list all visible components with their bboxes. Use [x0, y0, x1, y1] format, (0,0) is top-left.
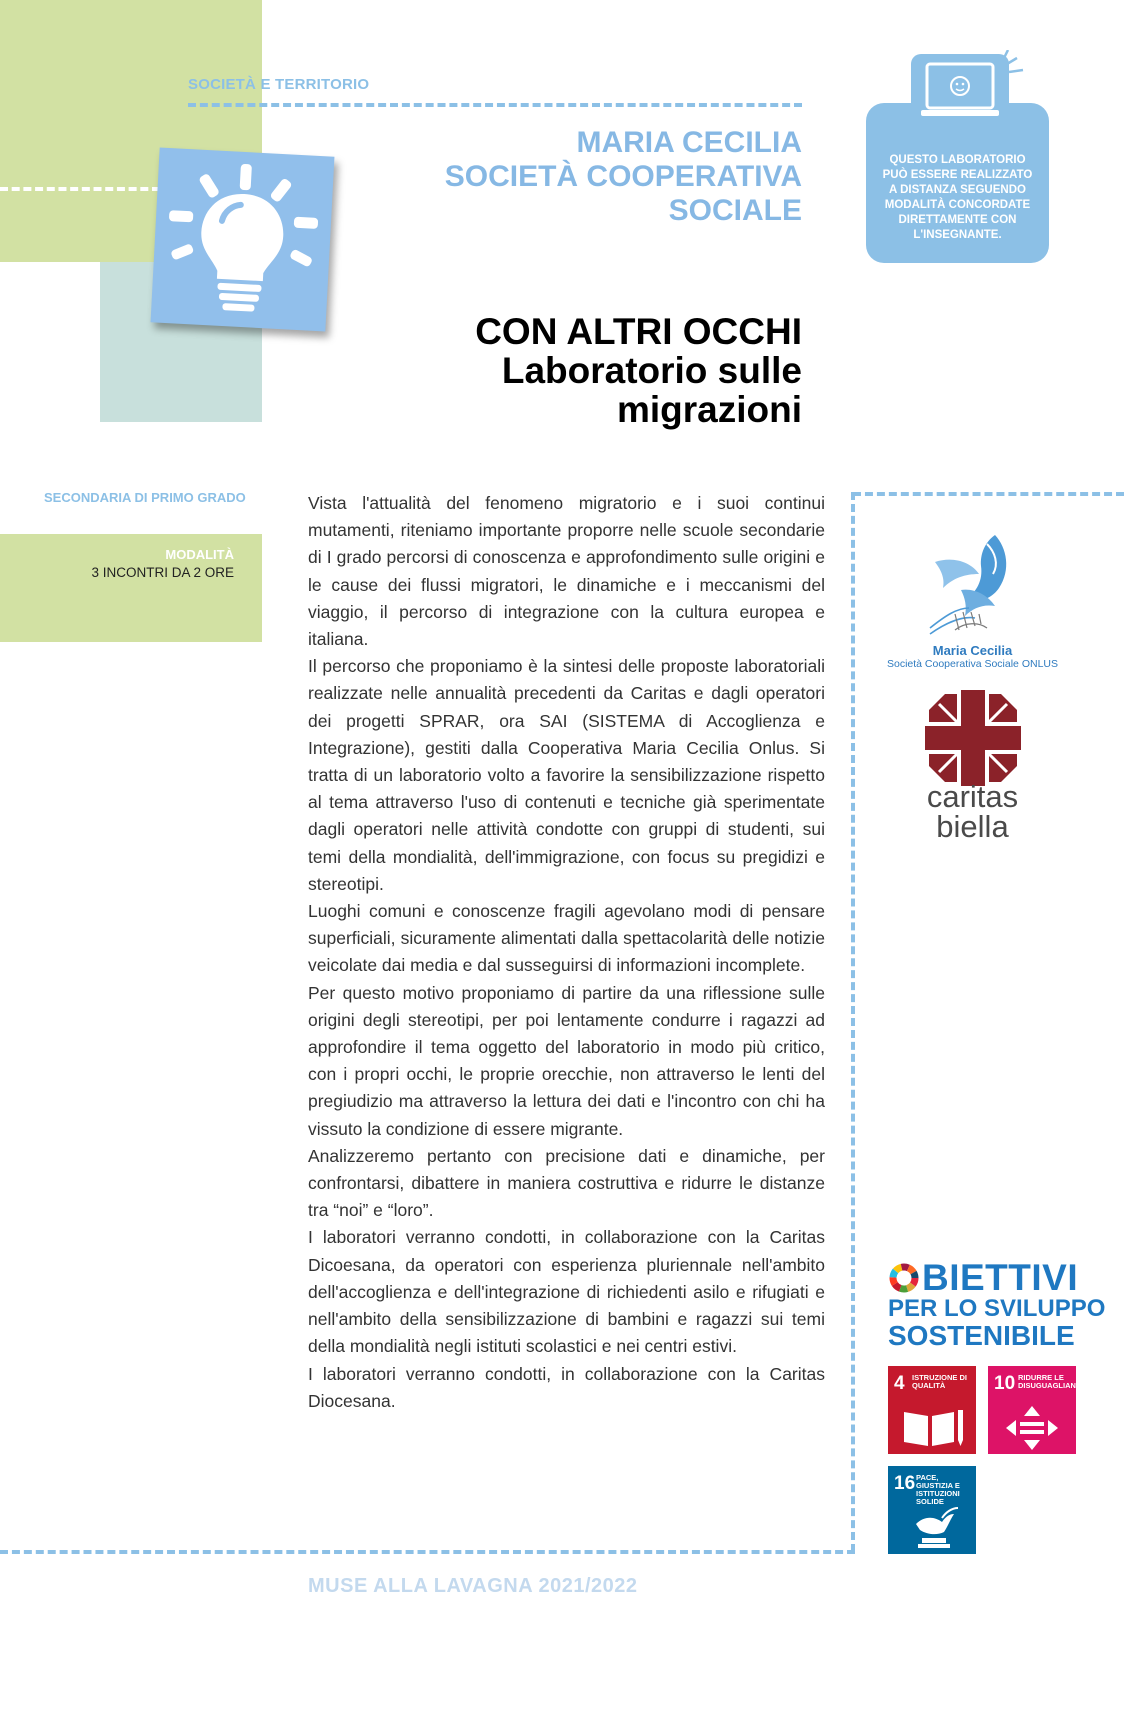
- organization-title-line: SOCIETÀ COOPERATIVA: [444, 160, 802, 193]
- sdg-title-line: PER LO SVILUPPO: [888, 1295, 1106, 1322]
- remote-note-line: QUESTO LABORATORIO: [889, 154, 1026, 166]
- remote-note-text: [866, 153, 1049, 243]
- page-title-line: CON ALTRI OCCHI: [475, 311, 802, 352]
- body-text: [308, 490, 825, 1415]
- sdg-goal-number: 4: [894, 1373, 905, 1394]
- sdg-goal-4-tile: [888, 1366, 976, 1454]
- remote-note-line: PUÒ ESSERE REALIZZATO: [882, 169, 1033, 181]
- sdg-title: [888, 1257, 1106, 1351]
- body-paragraph: Per questo motivo proponiamo di partire da una riflessione sulle origini degli stereotipi, per poi lentamente condurre i ragazzi ad approfondire il tema oggetto del laboratorio in modo più critico, con i propri occhi, le proprie orecchie, non attraverso le lenti del pregiudizio ma attraverso la lettura dei dati e l'incontro con chi ha vissuto la condizione di essere migrante.: [308, 982, 825, 1139]
- page-title-line: Laboratorio sulle: [501, 350, 802, 391]
- footer-text: MUSE ALLA LAVAGNA 2021/2022: [308, 1575, 638, 1597]
- section-label: SOCIETÀ E TERRITORIO: [188, 76, 370, 93]
- body-paragraph: Analizzeremo pertanto con precisione dati e dinamiche, per confrontarsi, dibattere in maniera costruttiva e ridurre le distanze tra “noi” e “loro”.: [308, 1145, 825, 1221]
- sdg-goal-number: 10: [994, 1373, 1016, 1394]
- mode-value: 3 INCONTRI DA 2 ORE: [91, 565, 234, 580]
- body-paragraph: Luoghi comuni e conoscenze fragili agevolano modi di pensare superficiali, sicuramente alimentati dalla spettacolarità delle notizie veicolate dai media e dal susseguirsi di informazioni incomplete.: [308, 901, 825, 976]
- sdg-goal-16-tile: [888, 1466, 976, 1554]
- laptop-icon: [905, 50, 1045, 128]
- maria-cecilia-subtitle: Società Cooperativa Sociale ONLUS: [886, 658, 1058, 670]
- book-pencil-icon: [888, 1366, 976, 1454]
- sdg-goal-number: 16: [894, 1473, 916, 1494]
- sdg-title-line: SOSTENIBILE: [888, 1320, 1075, 1351]
- sdg-goal-label: ISTRUZIONE DI QUALITÀ: [912, 1373, 968, 1390]
- remote-note-line: DIRETTAMENTE CON: [898, 214, 1017, 226]
- sdg-goal-label: PACE, GIUSTIZIA E ISTITUZIONI SOLIDE: [916, 1473, 960, 1506]
- remote-note-line: MODALITÀ CONCORDATE: [884, 199, 1031, 211]
- mode-label: MODALITÀ: [165, 547, 234, 562]
- dashed-divider-left: [0, 187, 160, 191]
- dashed-divider-right-top: [853, 492, 1124, 496]
- lightbulb-icon: [151, 148, 335, 332]
- page-title: [475, 312, 802, 429]
- remote-note-line: A DISTANZA SEGUENDO: [889, 184, 1026, 196]
- body-paragraph: I laboratori verranno condotti, in collaborazione con la Caritas Dicoesana, da operatori con esperienza pluriennale nell'ambito dell'accoglienza e dell'integrazione di richiedenti asilo e rifugiati e nell'ambito della sensibilizzazione di bambini e ragazzi sui temi della mondialità negli istituti scolastici e nei centri estivi.: [308, 1227, 825, 1357]
- remote-note-line: L'INSEGNANTE.: [913, 229, 1002, 241]
- organization-title-line: MARIA CECILIA: [576, 126, 802, 159]
- sdg-goal-label: RIDURRE LE DISUGUAGLIANZE: [1018, 1373, 1086, 1390]
- equality-arrows-icon: [988, 1366, 1086, 1454]
- maria-cecilia-name: Maria Cecilia: [932, 643, 1013, 658]
- caritas-wordmark: [900, 779, 1045, 844]
- organization-title: [445, 126, 802, 228]
- sdg-wheel-icon: [888, 1262, 920, 1294]
- organization-title-line: SOCIALE: [668, 194, 802, 227]
- sdg-title-line: [888, 1257, 1105, 1298]
- dashed-divider-bottom: [0, 1550, 855, 1554]
- body-paragraph: I laboratori verranno condotti, in collaborazione con la Caritas Diocesana.: [308, 1363, 825, 1411]
- caritas-wordmark-line: biella: [936, 809, 1009, 844]
- lightbulb-card: [151, 148, 335, 332]
- page-title-line: migrazioni: [616, 389, 802, 430]
- sdg-title-text: BIETTIVI: [922, 1257, 1079, 1298]
- caritas-wordmark-line: caritas: [926, 779, 1019, 814]
- sdg-goal-10-tile: [988, 1366, 1086, 1454]
- school-level: SECONDARIA DI PRIMO GRADO: [44, 490, 246, 505]
- caritas-cross-icon: [925, 690, 1021, 786]
- dashed-divider-vertical: [851, 492, 855, 1552]
- body-paragraph: Il percorso che proponiamo è la sintesi delle proposte laboratoriali realizzate nelle annualità precedenti da Caritas e dagli operatori dei progetti SPRAR, ora SAI (SISTEMA di Accoglienza e Integrazione), gestiti dalla Cooperativa Maria Cecilia Onlus. Si tratta di un laboratorio volto a favorire la sensibilizzazione rispetto al tema attraverso l'uso di contenuti e tecniche già sperimentate dagli operatori nelle attività condotte con gruppi di studenti, sui temi della mondialità, dell'immigrazione, con focus su pregidizi e stereotipi.: [308, 656, 825, 894]
- body-paragraph: Vista l'attualità del fenomeno migratorio e i suoi continui mutamenti, riteniamo importante proporre nelle scuole secondarie di I grado percorsi di conoscenza e approfondimento sulle origini e le cause dei flussi migratori, le dinamiche e i meccanismi del viaggio, il percorso di integrazione con la cultura europea e italiana.: [308, 493, 825, 650]
- maria-cecilia-logo-icon: [925, 530, 1035, 642]
- dashed-divider-top: [188, 103, 802, 107]
- dove-gavel-icon: [888, 1466, 976, 1554]
